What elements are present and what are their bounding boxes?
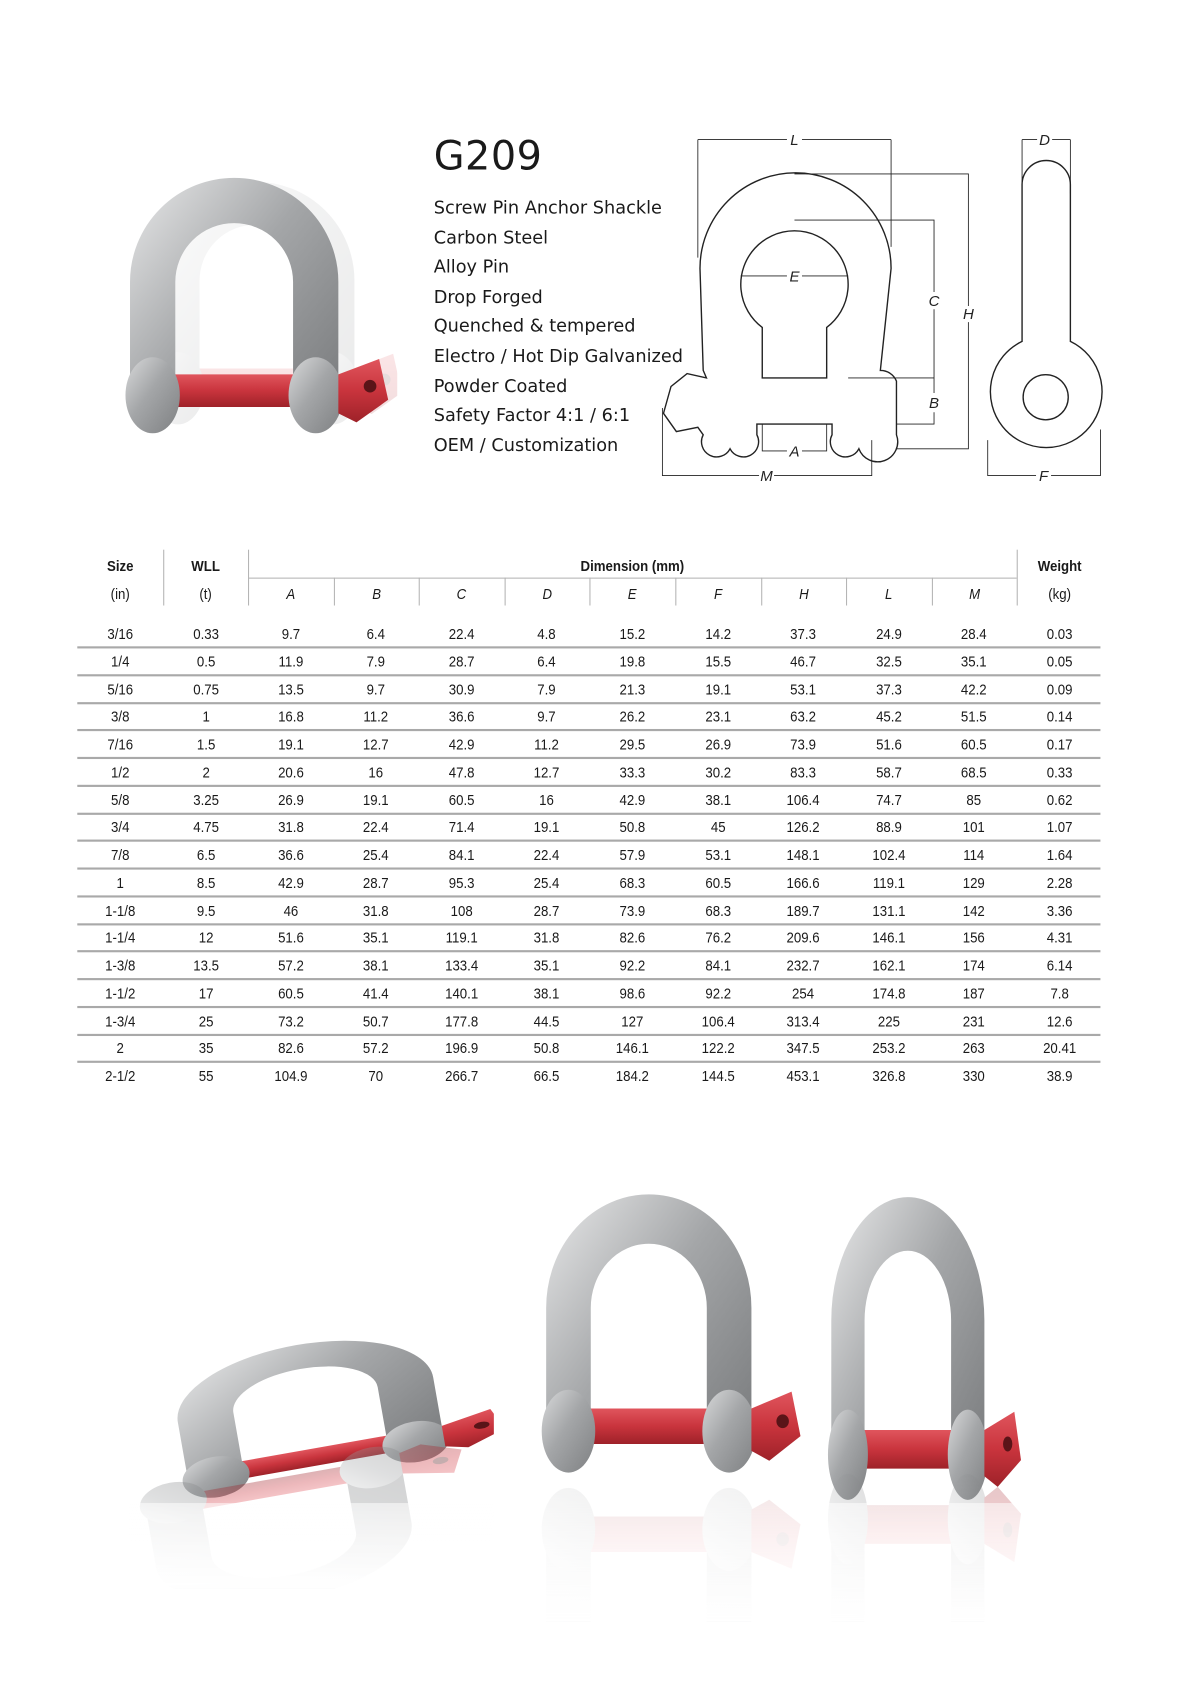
table-cell: 70 bbox=[368, 1067, 384, 1085]
dimension-column-E: E bbox=[628, 585, 637, 603]
table-cell: 26.9 bbox=[278, 790, 304, 808]
table-cell: 166.6 bbox=[786, 873, 820, 891]
specification-table bbox=[77, 545, 1100, 1093]
table-cell: 1-1/8 bbox=[105, 901, 136, 919]
row-divider bbox=[77, 1061, 1100, 1063]
table-cell: 104.9 bbox=[274, 1067, 308, 1085]
shackle-photo-side bbox=[129, 1331, 494, 1589]
dimension-column-F: F bbox=[713, 585, 723, 603]
table-cell: 119.1 bbox=[872, 873, 906, 891]
table-cell: 126.2 bbox=[786, 818, 820, 836]
table-cell: 1 bbox=[116, 873, 124, 891]
table-cell: 28.7 bbox=[362, 873, 389, 891]
table-cell: 68.3 bbox=[705, 901, 732, 919]
table-cell: 0.14 bbox=[1046, 707, 1073, 725]
table-cell: 82.6 bbox=[619, 928, 646, 947]
table-cell: 84.1 bbox=[705, 956, 732, 974]
table-cell: 92.2 bbox=[619, 956, 646, 974]
row-divider bbox=[77, 978, 1100, 980]
weight-unit: (kg) bbox=[1048, 585, 1072, 603]
table-cell: 313.4 bbox=[786, 1011, 820, 1030]
table-cell: 1-1/2 bbox=[105, 984, 136, 1002]
table-cell: 330 bbox=[962, 1067, 985, 1085]
table-cell: 16.8 bbox=[278, 707, 304, 725]
column-divider bbox=[504, 578, 505, 606]
table-cell: 92.2 bbox=[705, 984, 732, 1002]
table-cell: 30.2 bbox=[705, 763, 732, 781]
table-cell: 53.1 bbox=[705, 845, 732, 864]
table-cell: 11.9 bbox=[278, 652, 304, 670]
table-cell: 114 bbox=[963, 845, 985, 864]
table-cell: 37.3 bbox=[790, 624, 816, 643]
column-divider bbox=[419, 578, 420, 606]
table-cell: 6.14 bbox=[1046, 956, 1073, 974]
row-divider bbox=[77, 867, 1100, 869]
table-cell: 73.9 bbox=[790, 735, 816, 753]
label-L: L bbox=[790, 131, 799, 149]
table-cell: 146.1 bbox=[872, 928, 906, 947]
table-cell: 232.7 bbox=[786, 956, 820, 974]
table-cell: 0.03 bbox=[1046, 624, 1073, 643]
shackle-photo-angled bbox=[811, 1170, 1058, 1621]
table-cell: 1/2 bbox=[111, 763, 130, 781]
table-cell: 12.6 bbox=[1046, 1011, 1073, 1030]
table-cell: 263 bbox=[962, 1039, 985, 1057]
table-cell: 5/8 bbox=[111, 790, 130, 808]
table-cell: 6.4 bbox=[537, 652, 556, 670]
table-cell: 101 bbox=[962, 818, 985, 836]
dimension-column-L: L bbox=[885, 585, 893, 603]
table-cell: 53.1 bbox=[790, 680, 816, 698]
table-cell: 68.5 bbox=[960, 763, 987, 781]
dimension-column-M: M bbox=[968, 585, 980, 603]
table-cell: 73.9 bbox=[619, 901, 646, 919]
dimension-column-D: D bbox=[542, 585, 552, 603]
label-H: H bbox=[962, 305, 974, 323]
table-cell: 35 bbox=[198, 1039, 214, 1057]
table-cell: 71.4 bbox=[448, 818, 475, 836]
table-cell: 16 bbox=[368, 763, 384, 781]
table-cell: 1.07 bbox=[1046, 818, 1073, 836]
table-cell: 38.9 bbox=[1046, 1067, 1073, 1085]
table-cell: 347.5 bbox=[786, 1039, 820, 1057]
table-cell: 253.2 bbox=[872, 1039, 906, 1057]
table-cell: 98.6 bbox=[619, 984, 646, 1002]
table-cell: 83.3 bbox=[790, 763, 816, 781]
table-cell: 20.6 bbox=[278, 763, 304, 781]
table-cell: 6.5 bbox=[196, 845, 216, 864]
table-cell: 46.7 bbox=[790, 652, 816, 670]
table-cell: 4.8 bbox=[537, 624, 556, 643]
row-divider bbox=[77, 812, 1100, 814]
side-view bbox=[990, 161, 1102, 448]
table-cell: 28.7 bbox=[448, 652, 475, 670]
table-cell: 133.4 bbox=[445, 956, 479, 974]
table-cell: 3/8 bbox=[111, 707, 130, 725]
table-cell: 254 bbox=[792, 984, 815, 1002]
table-cell: 174 bbox=[962, 956, 985, 974]
table-cell: 5/16 bbox=[107, 680, 134, 698]
table-cell: 0.5 bbox=[196, 652, 216, 670]
table-cell: 0.05 bbox=[1046, 652, 1073, 670]
row-divider bbox=[77, 674, 1100, 676]
table-cell: 184.2 bbox=[615, 1067, 649, 1085]
table-cell: 38.1 bbox=[362, 956, 389, 974]
table-cell: 35.1 bbox=[533, 956, 560, 974]
table-cell: 57.2 bbox=[278, 956, 304, 974]
table-cell: 74.7 bbox=[876, 790, 902, 808]
table-cell: 106.4 bbox=[786, 790, 820, 808]
column-divider bbox=[932, 578, 933, 606]
table-cell: 60.5 bbox=[278, 984, 304, 1002]
row-divider bbox=[77, 1033, 1100, 1035]
dimension-column-C: C bbox=[456, 585, 467, 603]
row-divider bbox=[77, 895, 1100, 897]
dimension-lines bbox=[662, 140, 1100, 476]
table-cell: 2-1/2 bbox=[105, 1067, 136, 1085]
table-cell: 15.5 bbox=[705, 652, 732, 670]
table-cell: 189.7 bbox=[786, 901, 820, 919]
table-cell: 57.2 bbox=[362, 1039, 389, 1057]
label-F: F bbox=[1038, 467, 1049, 485]
table-cell: 85 bbox=[966, 790, 982, 808]
table-cell: 0.17 bbox=[1046, 735, 1073, 753]
label-M: M bbox=[760, 467, 773, 485]
table-cell: 28.7 bbox=[533, 901, 560, 919]
feature-item: Carbon Steel bbox=[433, 227, 549, 248]
table-cell: 22.4 bbox=[448, 624, 475, 643]
table-cell: 8.5 bbox=[196, 873, 216, 891]
table-cell: 7/16 bbox=[107, 735, 134, 753]
row-divider bbox=[77, 785, 1100, 787]
table-cell: 4.31 bbox=[1046, 928, 1073, 947]
wll-header: WLL bbox=[191, 557, 220, 575]
table-cell: 174.8 bbox=[872, 984, 906, 1002]
table-cell: 156 bbox=[962, 928, 985, 947]
table-cell: 119.1 bbox=[445, 928, 478, 947]
column-divider bbox=[590, 578, 591, 606]
dimension-header: Dimension (mm) bbox=[580, 557, 685, 575]
shackle-photo-front bbox=[505, 1170, 806, 1621]
table-cell: 140.1 bbox=[445, 984, 479, 1002]
size-unit: (in) bbox=[110, 585, 130, 603]
dimension-column-A: A bbox=[286, 585, 296, 603]
table-cell: 42.9 bbox=[278, 873, 304, 891]
label-D: D bbox=[1039, 131, 1051, 149]
table-cell: 66.5 bbox=[533, 1067, 560, 1085]
table-cell: 108 bbox=[450, 901, 473, 919]
table-cell: 9.7 bbox=[537, 707, 556, 725]
feature-item: OEM / Customization bbox=[433, 434, 619, 455]
table-cell: 31.8 bbox=[533, 928, 560, 947]
table-cell: 19.1 bbox=[362, 790, 389, 808]
table-cell: 7.8 bbox=[1050, 984, 1069, 1002]
table-cell: 25.4 bbox=[362, 845, 389, 864]
table-cell: 4.75 bbox=[193, 818, 220, 836]
table-cell: 1-1/4 bbox=[105, 928, 136, 947]
table-cell: 122.2 bbox=[701, 1039, 735, 1057]
table-cell: 102.4 bbox=[872, 845, 906, 864]
header-divider bbox=[248, 578, 1017, 579]
table-cell: 38.1 bbox=[705, 790, 732, 808]
table-cell: 453.1 bbox=[786, 1067, 820, 1085]
table-cell: 14.2 bbox=[705, 624, 732, 643]
table-cell: 225 bbox=[877, 1011, 900, 1030]
table-cell: 1 bbox=[202, 707, 210, 725]
row-divider bbox=[77, 950, 1100, 952]
table-cell: 95.3 bbox=[448, 873, 475, 891]
label-C: C bbox=[928, 292, 940, 310]
table-cell: 12.7 bbox=[362, 735, 389, 753]
table-cell: 41.4 bbox=[362, 984, 389, 1002]
feature-item: Electro / Hot Dip Galvanized bbox=[433, 345, 684, 367]
table-cell: 0.09 bbox=[1046, 680, 1073, 698]
table-cell: 60.5 bbox=[705, 873, 732, 891]
table-cell: 7/8 bbox=[111, 845, 130, 864]
table-cell: 58.7 bbox=[876, 763, 902, 781]
feature-item: Powder Coated bbox=[433, 375, 568, 396]
table-cell: 42.9 bbox=[619, 790, 646, 808]
table-cell: 36.6 bbox=[278, 845, 304, 864]
table-cell: 11.2 bbox=[363, 707, 389, 725]
table-cell: 88.9 bbox=[876, 818, 902, 836]
table-cell: 51.6 bbox=[876, 735, 902, 753]
table-cell: 144.5 bbox=[701, 1067, 735, 1085]
dimension-column-B: B bbox=[371, 585, 381, 603]
table-cell: 73.2 bbox=[278, 1011, 304, 1030]
table-cell: 3/16 bbox=[107, 624, 134, 643]
table-cell: 22.4 bbox=[533, 845, 560, 864]
table-cell: 51.6 bbox=[278, 928, 304, 947]
table-cell: 106.4 bbox=[701, 1011, 735, 1030]
table-cell: 19.1 bbox=[705, 680, 732, 698]
table-cell: 231 bbox=[962, 1011, 985, 1030]
table-cell: 42.2 bbox=[960, 680, 987, 698]
table-cell: 12 bbox=[198, 928, 214, 947]
weight-header: Weight bbox=[1037, 557, 1082, 575]
table-cell: 82.6 bbox=[278, 1039, 304, 1057]
table-cell: 127 bbox=[621, 1011, 644, 1030]
table-cell: 19.1 bbox=[533, 818, 560, 836]
table-cell: 0.33 bbox=[193, 624, 220, 643]
column-divider bbox=[333, 578, 334, 606]
feature-item: Safety Factor 4:1 / 6:1 bbox=[433, 404, 631, 426]
table-cell: 146.1 bbox=[615, 1039, 649, 1057]
table-cell: 42.9 bbox=[448, 735, 475, 753]
table-cell: 266.7 bbox=[445, 1067, 479, 1085]
table-cell: 24.9 bbox=[876, 624, 902, 643]
table-cell: 57.9 bbox=[619, 845, 646, 864]
table-cell: 45 bbox=[710, 818, 726, 836]
table-cell: 45.2 bbox=[876, 707, 902, 725]
table-cell: 37.3 bbox=[876, 680, 902, 698]
table-cell: 50.8 bbox=[533, 1039, 560, 1057]
table-cell: 35.1 bbox=[960, 652, 987, 670]
table-cell: 19.1 bbox=[278, 735, 304, 753]
dimension-column-H: H bbox=[798, 585, 809, 603]
row-divider bbox=[77, 757, 1100, 759]
label-B: B bbox=[929, 394, 940, 412]
table-cell: 16 bbox=[539, 790, 554, 808]
table-cell: 38.1 bbox=[533, 984, 560, 1002]
row-divider bbox=[77, 1006, 1100, 1008]
column-divider bbox=[761, 578, 762, 606]
table-cell: 50.7 bbox=[362, 1011, 389, 1030]
feature-item: Alloy Pin bbox=[433, 256, 510, 278]
table-cell: 148.1 bbox=[786, 845, 820, 864]
table-cell: 3.36 bbox=[1046, 901, 1073, 919]
table-cell: 30.9 bbox=[448, 680, 475, 698]
feature-list bbox=[434, 193, 683, 460]
table-cell: 0.33 bbox=[1046, 763, 1073, 781]
table-cell: 1-3/4 bbox=[105, 1011, 136, 1030]
table-cell: 196.9 bbox=[445, 1039, 479, 1057]
table-cell: 7.9 bbox=[366, 652, 385, 670]
table-cell: 19.8 bbox=[619, 652, 646, 670]
table-cell: 21.3 bbox=[619, 680, 646, 698]
table-cell: 76.2 bbox=[705, 928, 732, 947]
column-divider bbox=[846, 578, 847, 606]
table-cell: 33.3 bbox=[619, 763, 646, 781]
feature-item: Drop Forged bbox=[433, 286, 543, 307]
table-cell: 60.5 bbox=[960, 735, 987, 753]
table-cell: 326.8 bbox=[872, 1067, 906, 1085]
shackle-photo-main bbox=[107, 137, 397, 481]
table-cell: 177.8 bbox=[445, 1011, 479, 1030]
table-cell: 1/4 bbox=[111, 652, 130, 670]
table-cell: 2 bbox=[202, 763, 210, 781]
feature-item: Screw Pin Anchor Shackle bbox=[433, 197, 662, 218]
table-cell: 6.4 bbox=[366, 624, 385, 643]
table-cell: 131.1 bbox=[872, 901, 906, 919]
row-divider bbox=[77, 840, 1100, 842]
table-cell: 84.1 bbox=[448, 845, 475, 864]
table-cell: 44.5 bbox=[533, 1011, 560, 1030]
table-cell: 11.2 bbox=[534, 735, 559, 753]
table-cell: 209.6 bbox=[786, 928, 820, 947]
table-cell: 29.5 bbox=[619, 735, 646, 753]
table-cell: 26.2 bbox=[619, 707, 646, 725]
table-cell: 46 bbox=[283, 901, 299, 919]
row-divider bbox=[77, 729, 1100, 731]
table-cell: 35.1 bbox=[362, 928, 389, 947]
table-cell: 2 bbox=[116, 1039, 124, 1057]
wll-unit: (t) bbox=[199, 585, 212, 603]
table-cell: 36.6 bbox=[448, 707, 475, 725]
front-view bbox=[663, 173, 897, 462]
table-cell: 13.5 bbox=[193, 956, 220, 974]
table-cell: 13.5 bbox=[278, 680, 304, 698]
table-cell: 1.5 bbox=[196, 735, 216, 753]
column-divider bbox=[675, 578, 676, 606]
table-cell: 1.64 bbox=[1046, 845, 1073, 864]
table-cell: 17 bbox=[198, 984, 214, 1002]
table-cell: 23.1 bbox=[705, 707, 732, 725]
row-divider bbox=[77, 702, 1100, 704]
table-cell: 162.1 bbox=[872, 956, 906, 974]
table-cell: 20.41 bbox=[1043, 1039, 1077, 1057]
table-cell: 32.5 bbox=[876, 652, 902, 670]
table-cell: 31.8 bbox=[362, 901, 389, 919]
table-cell: 28.4 bbox=[960, 624, 987, 643]
table-cell: 50.8 bbox=[619, 818, 646, 836]
table-cell: 22.4 bbox=[362, 818, 389, 836]
column-divider bbox=[163, 550, 164, 606]
table-cell: 15.2 bbox=[619, 624, 646, 643]
table-cell: 25.4 bbox=[533, 873, 560, 891]
table-cell: 68.3 bbox=[619, 873, 646, 891]
table-cell: 142 bbox=[962, 901, 985, 919]
row-divider bbox=[77, 646, 1100, 648]
table-cell: 1-3/8 bbox=[105, 956, 136, 974]
table-cell: 0.75 bbox=[193, 680, 220, 698]
table-cell: 129 bbox=[962, 873, 985, 891]
table-cell: 55 bbox=[198, 1067, 214, 1085]
table-cell: 63.2 bbox=[790, 707, 816, 725]
table-cell: 25 bbox=[198, 1011, 214, 1030]
table-cell: 9.5 bbox=[196, 901, 216, 919]
table-cell: 51.5 bbox=[960, 707, 987, 725]
table-cell: 60.5 bbox=[448, 790, 475, 808]
table-cell: 12.7 bbox=[533, 763, 560, 781]
table-cell: 0.62 bbox=[1046, 790, 1073, 808]
table-cell: 9.7 bbox=[366, 680, 385, 698]
table-cell: 9.7 bbox=[281, 624, 301, 643]
column-divider bbox=[1017, 550, 1018, 606]
feature-item: Quenched & tempered bbox=[433, 316, 636, 337]
dimension-diagram bbox=[650, 123, 1112, 493]
table-cell: 2.28 bbox=[1046, 873, 1073, 891]
table-cell: 31.8 bbox=[278, 818, 304, 836]
table-cell: 7.9 bbox=[537, 680, 556, 698]
table-cell: 3/4 bbox=[111, 818, 130, 836]
label-A: A bbox=[789, 443, 800, 461]
row-divider bbox=[77, 923, 1100, 925]
table-cell: 3.25 bbox=[193, 790, 220, 808]
size-header: Size bbox=[107, 557, 134, 575]
table-cell: 187 bbox=[962, 984, 985, 1002]
table-cell: 26.9 bbox=[705, 735, 732, 753]
product-model-title: G209 bbox=[433, 133, 543, 180]
table-cell: 47.8 bbox=[448, 763, 475, 781]
label-E: E bbox=[789, 268, 800, 286]
